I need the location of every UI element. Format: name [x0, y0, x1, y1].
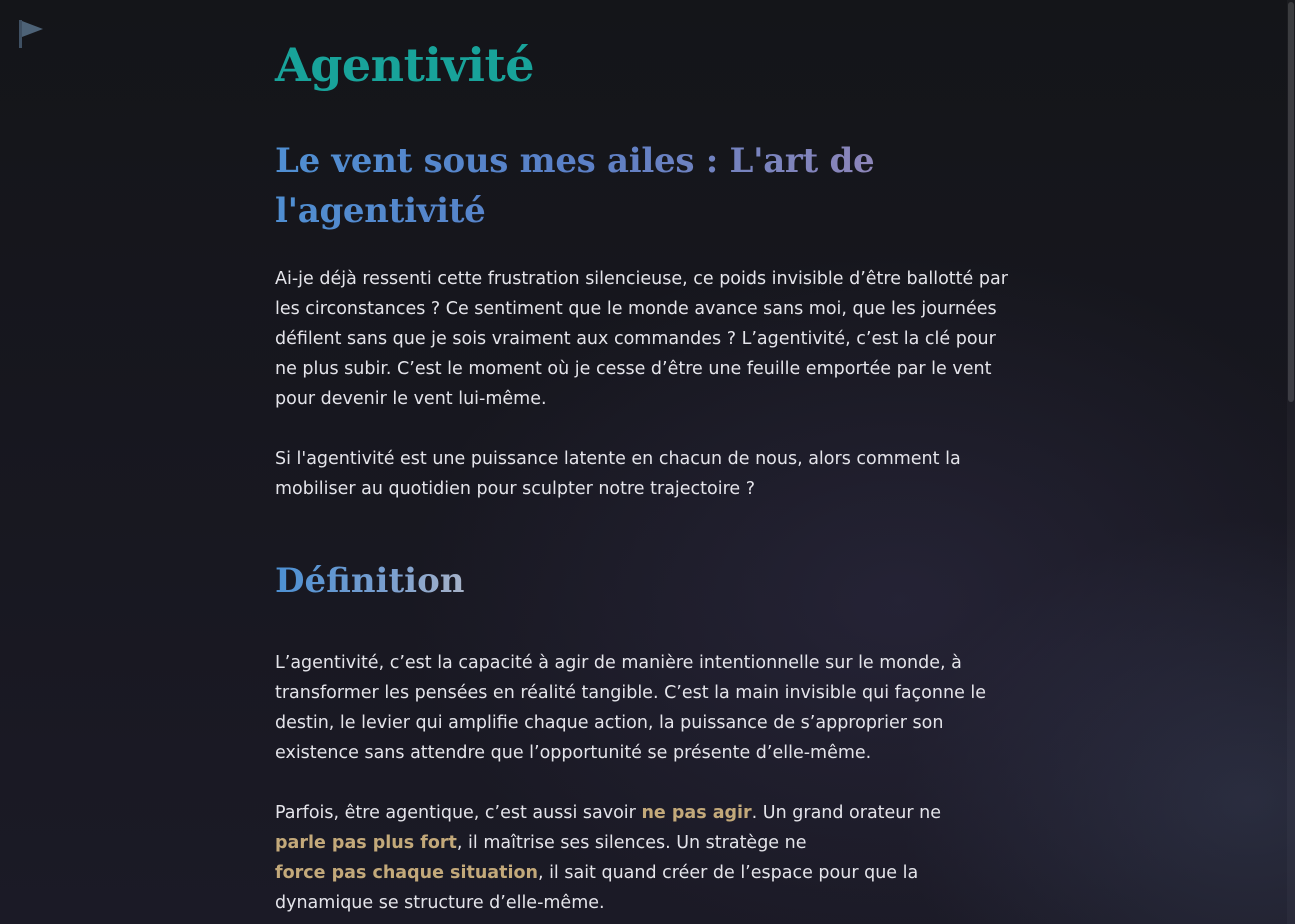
question-paragraph: Si l'agentivité est une puissance latente en chacun de nous, alors comment la mobiliser au quotidien pour sculpter notre trajectoire ? [275, 449, 961, 499]
definition-heading: Définition [275, 556, 465, 606]
nuance-text: Parfois, être agentique, c’est aussi savoir [275, 803, 642, 823]
nuance-text: , il sait quand créer de l’espace pour que la dynamique se structure d’elle-même. [275, 863, 919, 913]
nuance-text: . Un grand orateur ne [751, 803, 942, 823]
nuance-text: , il maîtrise ses silences. Un stratège ne [456, 833, 807, 853]
highlight-ne-pas-agir: ne pas agir [641, 803, 752, 823]
highlight-parle-pas-plus-fort: parle pas plus fort [275, 833, 457, 853]
article-subtitle: Le vent sous mes ailes : L'art de l'agentivité [275, 136, 875, 236]
page-title: Agentivité [275, 38, 535, 92]
scrollbar[interactable] [1287, 0, 1295, 924]
definition-paragraph: L’agentivité, c’est la capacité à agir de manière intentionnelle sur le monde, à transformer les pensées en réalité tangible. C’est la main invisible qui façonne le destin, le levier qui amplifie chaque action, la puissance de s’approprier son existence sans attendre que l’opportunité se présente d’elle-même. [275, 653, 987, 763]
highlight-force-pas-chaque-situation: force pas chaque situation [275, 863, 538, 883]
intro-paragraph: Ai-je déjà ressenti cette frustration silencieuse, ce poids invisible d’être ballotté par les circonstances ? Ce sentiment que le monde avance sans moi, que les journées défilent sans que je sois vraiment aux commandes ? L’agentivité, c’est la clé pour ne plus subir. C’est le moment où je cesse d’être une feuille emportée par le vent pour devenir le vent lui-même. [275, 269, 1008, 409]
nuance-paragraph [275, 798, 1010, 918]
article-content [275, 30, 1010, 918]
scrollbar-thumb[interactable] [1288, 2, 1294, 402]
flag-icon[interactable] [16, 18, 46, 50]
